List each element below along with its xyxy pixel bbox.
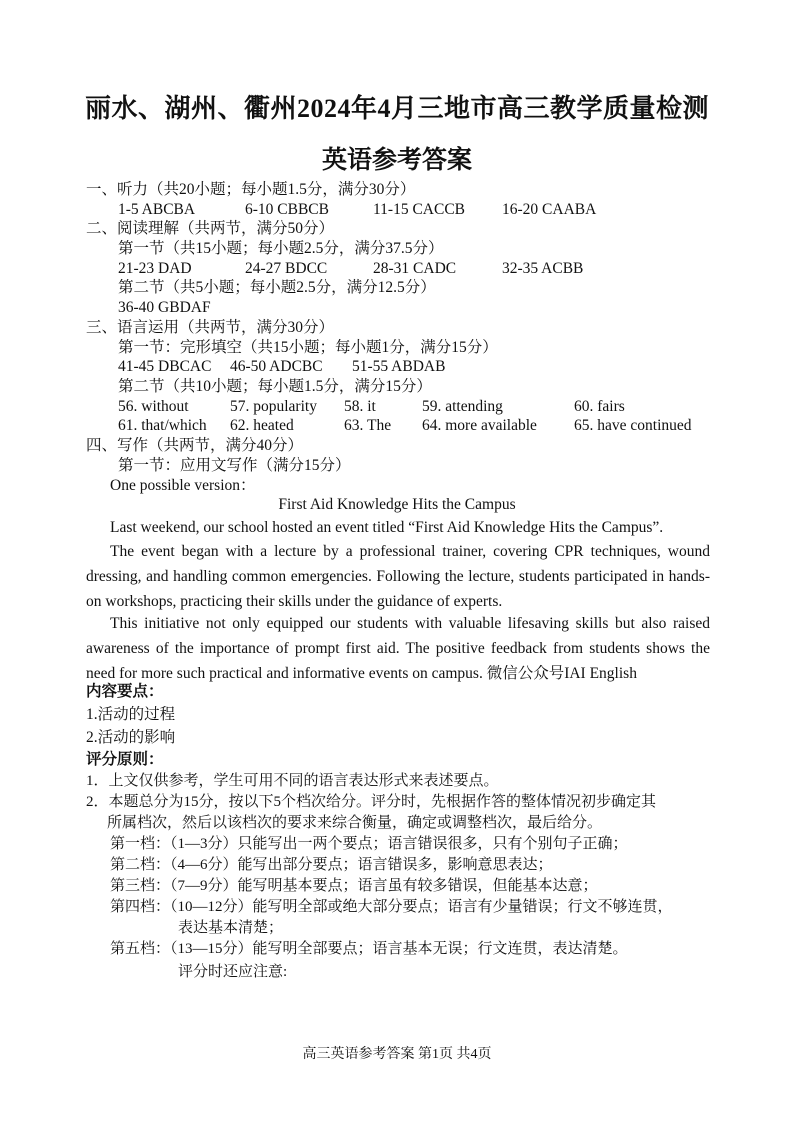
document-subtitle: 英语参考答案 <box>321 147 472 174</box>
point-item: 2.活动的影响 <box>86 729 176 746</box>
reading-answer: 32-35 ACBB <box>502 260 584 277</box>
reading-answer: 24-27 BDCC <box>245 260 328 277</box>
writing-part1-heading: 第一节：应用文写作（满分15分） <box>118 457 351 474</box>
reading-answer: 28-31 CADC <box>373 260 457 277</box>
score-level: 第五档：（13—15分）能写明全部要点；语言基本无误；行文连贯，表达清楚。 <box>110 941 628 957</box>
language-part1-heading: 第一节：完形填空（共15小题；每小题1分，满分15分） <box>118 339 498 356</box>
principles-heading: 评分原则： <box>86 751 164 768</box>
principle-item-continued: 所属档次，然后以该档次的要求来综合衡量，确定或调整档次，最后给分。 <box>107 815 603 831</box>
grammar-answer: 58. it <box>344 398 376 415</box>
reading-answer: 36-40 GBDAF <box>118 299 211 316</box>
score-level: 第一档：（1—3分）只能写出一两个要点；语言错误很多，只有个别句子正确； <box>110 836 628 852</box>
cloze-answer: 51-55 ABDAB <box>352 358 446 375</box>
listening-answer: 16-20 CAABA <box>502 201 597 218</box>
reading-part1-heading: 第一节（共15小题；每小题2.5分，满分37.5分） <box>118 240 444 257</box>
grammar-answer: 64. more available <box>422 417 537 434</box>
language-heading: 三、语言运用（共两节，满分30分） <box>86 319 335 336</box>
writing-heading: 四、写作（共两节，满分40分） <box>86 437 304 454</box>
essay-title: First Aid Knowledge Hits the Campus <box>278 496 516 513</box>
listening-answer: 1-5 ABCBA <box>118 201 196 218</box>
essay-paragraph: Last weekend, our school hosted an event titled “First Aid Knowledge Hits the Campus”. <box>110 519 664 536</box>
grammar-answer: 59. attending <box>422 398 503 415</box>
grammar-answer: 56. without <box>118 398 189 415</box>
grammar-answer: 61. that/which <box>118 417 207 434</box>
principle-item: 1．上文仅供参考，学生可用不同的语言表达形式来表述要点。 <box>86 773 499 789</box>
version-label: One possible version： <box>110 477 256 494</box>
reading-heading: 二、阅读理解（共两节，满分50分） <box>86 220 335 237</box>
listening-answer: 6-10 CBBCB <box>245 201 329 218</box>
principle-item: 2．本题总分为15分，按以下5个档次给分。评分时，先根据作答的整体情况初步确定其 <box>86 794 657 810</box>
document-title: 丽水、湖州、衢州2024年4月三地市高三教学质量检测 <box>84 94 709 123</box>
language-part2-heading: 第二节（共10小题；每小题1.5分，满分15分） <box>118 378 432 395</box>
point-item: 1.活动的过程 <box>86 706 176 723</box>
grammar-answer: 63. The <box>344 417 392 434</box>
grammar-answer: 57. popularity <box>230 398 317 415</box>
score-level: 第二档：（4—6分）能写出部分要点；语言错误多，影响意思表达； <box>110 857 553 873</box>
listening-heading: 一、听力（共20小题；每小题1.5分，满分30分） <box>86 181 416 198</box>
reading-answer: 21-23 DAD <box>118 260 192 277</box>
essay-paragraph: This initiative not only equipped our students with valuable lifesaving skills but also raised awareness of the importance of prompt first aid. The positive feedback from students shows the need for more such practical and informative events on campus. 微信公众号IAI English <box>86 615 710 682</box>
points-heading: 内容要点： <box>86 683 164 700</box>
score-level: 第三档：（7—9分）能写明基本要点；语言虽有较多错误，但能基本达意； <box>110 878 598 894</box>
page-footer: 高三英语参考答案 第1页 共4页 <box>302 1047 492 1062</box>
cloze-answer: 41-45 DBCAC <box>118 358 212 375</box>
essay-paragraph: The event began with a lecture by a professional trainer, covering CPR techniques, wound dressing, and handling common emergencies. Following the lecture, students participated in hands-on workshops, practicing their skills under the guidance of experts. <box>86 543 710 610</box>
grammar-answer: 65. have continued <box>574 417 692 434</box>
score-level-continued: 表达基本清楚； <box>178 920 284 936</box>
scoring-note: 评分时还应注意: <box>178 964 288 980</box>
reading-part2-heading: 第二节（共5小题；每小题2.5分，满分12.5分） <box>118 279 436 296</box>
grammar-answer: 62. heated <box>230 417 294 434</box>
score-level: 第四档：（10—12分）能写明全部或绝大部分要点；语言有少量错误；行文不够连贯， <box>110 899 673 915</box>
grammar-answer: 60. fairs <box>574 398 625 415</box>
cloze-answer: 46-50 ADCBC <box>230 358 323 375</box>
listening-answer: 11-15 CACCB <box>373 201 466 218</box>
